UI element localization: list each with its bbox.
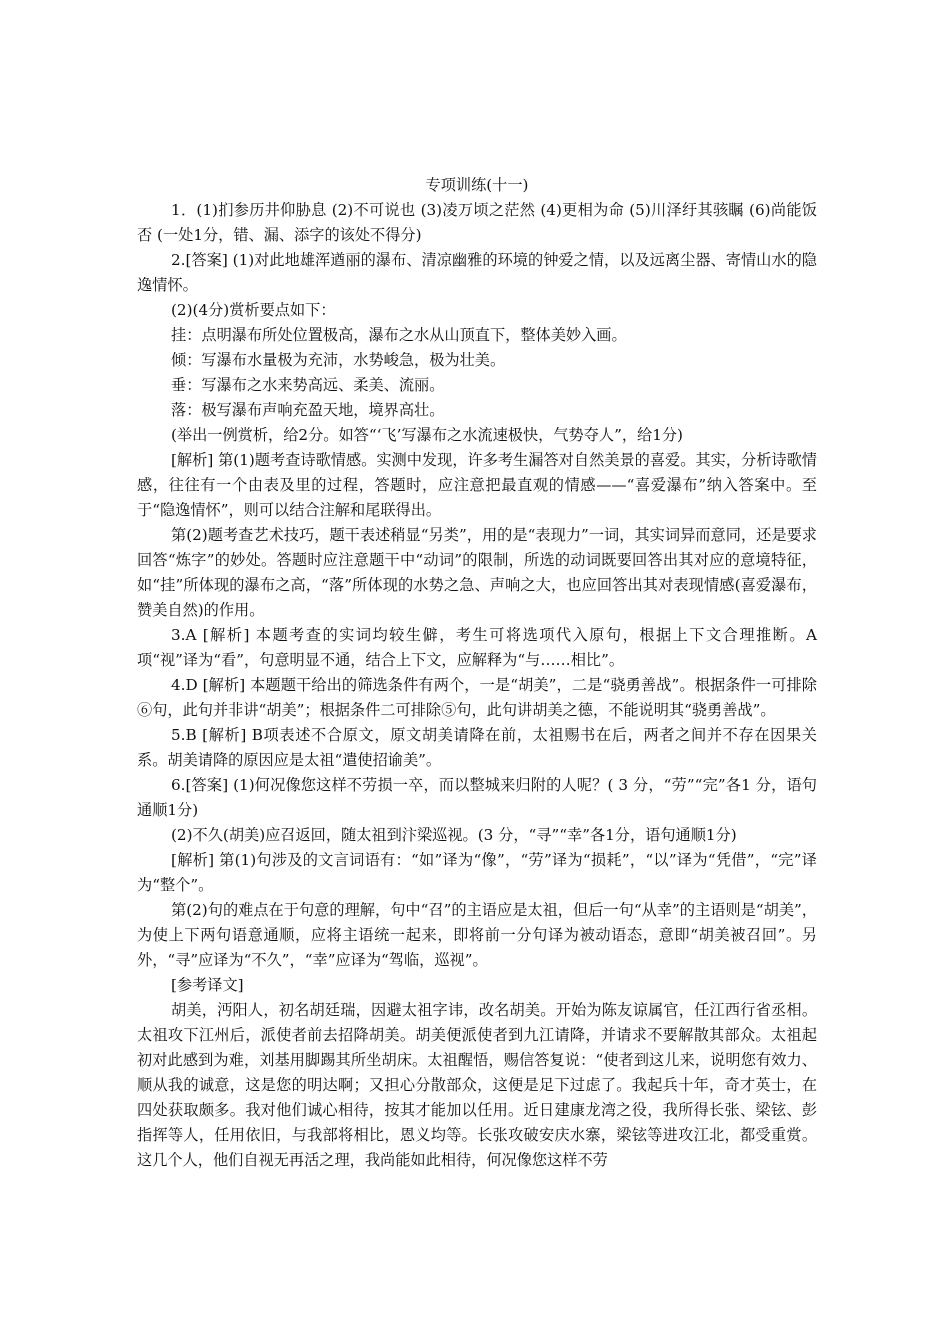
explanation-6-1: [解析] 第(1)句涉及的文言词语有：“如”译为“像”，“劳”译为“损耗”，“以”译为“凭借”，“完”译为“整个”。 bbox=[137, 851, 817, 894]
translation-text: 胡美，沔阳人，初名胡廷瑞，因避太祖字讳，改名胡美。开始为陈友谅属官，任江西行省丞相。太祖攻下江州后，派使者前去招降胡美。胡美便派使者到九江请降，并请求不要解散其部众。太祖起初对此感到为难，刘基用脚踢其所坐胡床。太祖醒悟，赐信答复说：“使者到这儿来，说明您有效力、顺从我的诚意，这是您的明达啊；又担心分散部众，这便是足下过虑了。我起兵十年，奇才英士，在四处获取颇多。我对他们诚心相待，按其才能加以任用。近日建康龙湾之役，我所得长张、梁铉、彭指挥等人，任用依旧，与我部将相比，恩义均等。长张攻破安庆水寨，梁铉等进攻江北，都受重赏。这几个人，他们自视无再活之理，我尚能如此相待，何况像您这样不劳 bbox=[137, 1001, 817, 1169]
explanation-6-2: 第(2)句的难点在于句意的理解，句中“召”的主语应是太祖，但后一句“从幸”的主语则是“胡美”，为使上下两句语意通顺，应将主语统一起来，即将前一分句译为被动语态，意即“胡美被召回”。另外，“寻”应译为“不久”，“幸”应译为“驾临，巡视”。 bbox=[137, 901, 817, 969]
answer-4: 4.D [解析] 本题题干给出的筛选条件有两个，一是“胡美”，二是“骁勇善战”。根据条件一可排除⑥句，此句并非讲“胡美”；根据条件二可排除⑤句，此句讲胡美之德，不能说明其“骁勇善战”。 bbox=[137, 676, 817, 719]
answer-5: 5.B [解析] B项表述不合原文，原文胡美请降在前，太祖赐书在后，两者之间并不存在因果关系。胡美请降的原因应是太祖“遣使招谕美”。 bbox=[137, 726, 817, 769]
analysis-point-gua: 挂：点明瀑布所处位置极高，瀑布之水从山顶直下，整体美妙入画。 bbox=[171, 326, 627, 344]
analysis-point-qing: 倾：写瀑布水量极为充沛，水势峻急，极为壮美。 bbox=[171, 351, 506, 369]
answer-3: 3.A [解析] 本题考查的实词均较生僻，考生可将选项代入原句，根据上下文合理推断。A项“视”译为“看”，句意明显不通，结合上下文，应解释为“与……相比”。 bbox=[137, 626, 817, 669]
scoring-note: (举出一例赏析，给2分。如答“‘飞’写瀑布之水流速极快，气势夺人”，给1分) bbox=[171, 426, 683, 444]
document-body bbox=[137, 172, 817, 1173]
explanation-2-2: 第(2)题考查艺术技巧，题干表述稍显“另类”，用的是“表现力”一词，其实词异而意同，还是要求回答“炼字”的妙处。答题时应注意题干中“动词”的限制，所选的动词既要回答出其对应的意境特征，如“挂”所体现的瀑布之高，“落”所体现的水势之急、声响之大，也应回答出其对表现情感(喜爱瀑布，赞美自然)的作用。 bbox=[137, 526, 817, 619]
answer-2-part-2-heading: (2)(4分)赏析要点如下： bbox=[171, 301, 336, 319]
answer-6-1: 6.[答案] (1)何况像您这样不劳损一卒，而以整城来归附的人呢？( 3 分，“劳”“完”各1 分，语句通顺1分) bbox=[137, 776, 817, 819]
analysis-point-luo: 落：极写瀑布声响充盈天地，境界高壮。 bbox=[171, 401, 445, 419]
answer-6-2: (2)不久(胡美)应召返回，随太祖到汴梁巡视。(3 分，“寻”“幸”各1分，语句通顺1分) bbox=[171, 826, 737, 844]
translation-heading: [参考译文] bbox=[171, 976, 244, 994]
analysis-point-chui: 垂：写瀑布之水来势高远、柔美、流丽。 bbox=[171, 376, 445, 394]
page-title: 专项训练(十一) bbox=[425, 176, 529, 194]
answer-2: 2.[答案] (1)对此地雄浑遒丽的瀑布、清凉幽雅的环境的钟爱之情，以及远离尘器、寄情山水的隐逸情怀。 bbox=[137, 251, 817, 294]
explanation-2-1: [解析] 第(1)题考查诗歌情感。实测中发现，许多考生漏答对自然美景的喜爱。其实，分析诗歌情感，往往有一个由表及里的过程，答题时，应注意把最直观的情感——“喜爱瀑布”纳入答案中。至于“隐逸情怀”，则可以结合注解和尾联得出。 bbox=[137, 451, 817, 519]
answer-1: 1．(1)扪参历井仰胁息 (2)不可说也 (3)凌万顷之茫然 (4)更相为命 (5)川泽纡其骇瞩 (6)尚能饭否 (一处1分，错、漏、添字的该处不得分) bbox=[137, 201, 817, 244]
